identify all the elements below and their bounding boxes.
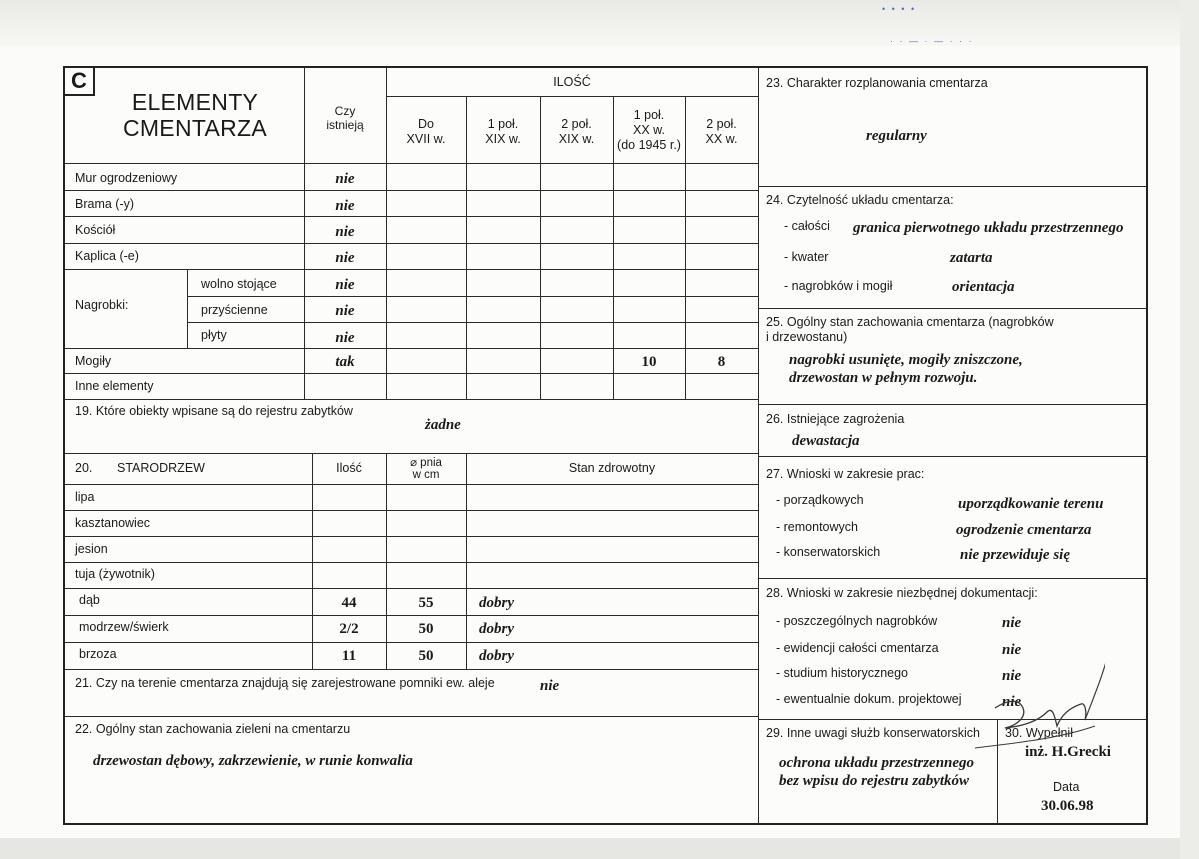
q27-label: 27. Wnioski w zakresie prac: — [766, 467, 925, 481]
header-period-2: 1 poł. XIX w. — [485, 117, 521, 146]
q20-col-pien: ⌀ pnia w cm — [410, 457, 442, 481]
header-period-5: 2 poł. XX w. — [705, 117, 738, 146]
q21-label: 21. Czy na terenie cmentarza znajdują się zarejestrowane pomniki ew. aleje — [75, 676, 495, 690]
q27-item-value: nie przewiduje się — [960, 547, 1071, 563]
q27-item-label: - porządkowych — [776, 493, 864, 507]
scan-edge-bottom — [0, 838, 1199, 859]
tree-count: 2/2 — [339, 621, 359, 637]
tree-state: dobry — [479, 595, 514, 611]
row-label-brama: Brama (-y) — [75, 197, 135, 211]
q28-item-label: - studium historycznego — [776, 666, 909, 680]
q24-item-label: - kwater — [784, 250, 829, 264]
tree-diameter: 55 — [418, 595, 434, 611]
header-period-3: 2 poł. XIX w. — [558, 117, 595, 146]
q20-number: 20. — [75, 461, 93, 475]
q19-value: żadne — [425, 417, 461, 433]
tree-diameter: 50 — [418, 621, 434, 637]
q21-value: nie — [540, 678, 560, 694]
q20-title: STARODRZEW — [117, 461, 205, 475]
q27-item-label: - konserwatorskich — [776, 545, 881, 559]
row-label-nagrobki: Nagrobki: — [75, 298, 129, 312]
row-label-kaplica: Kaplica (-e) — [75, 249, 139, 263]
q30-date: 30.06.98 — [1041, 798, 1094, 814]
tree-state: dobry — [479, 648, 514, 664]
value-kosciol: nie — [335, 224, 355, 240]
q24-item-value: zatarta — [950, 250, 993, 266]
value-kaplica: nie — [335, 250, 355, 266]
q20-col-stan: Stan zdrowotny — [568, 461, 656, 475]
scan-edge-top — [0, 0, 1199, 46]
handwritten-signature — [935, 648, 1105, 758]
q28-item-label: - poszczególnych nagrobków — [776, 614, 938, 628]
q28-item-value: nie — [1002, 694, 1022, 710]
header-ilosc: ILOŚĆ — [553, 75, 591, 89]
q28-item-value: nie — [1002, 642, 1022, 658]
q24-item-value: orientacja — [952, 279, 1015, 295]
q25-value: nagrobki usunięte, mogiły zniszczone, drzewostan w pełnym rozwoju. — [789, 352, 1023, 386]
q20-col-ilosc: Ilość — [336, 461, 362, 475]
q28-item-label: - ewidencji całości cmentarza — [776, 641, 939, 655]
tree-name: lipa — [75, 490, 95, 504]
row-label-mur: Mur ogrodzeniowy — [75, 171, 178, 185]
tree-count: 44 — [341, 595, 357, 611]
q27-item-value: uporządkowanie terenu — [958, 496, 1104, 512]
q19-label: 19. Które obiekty wpisane są do rejestru zabytków — [75, 404, 353, 418]
value-mur: nie — [335, 171, 355, 187]
value-przyscienne: nie — [335, 303, 355, 319]
q24-item-label: - całości — [784, 219, 830, 233]
q30-date-label: Data — [1053, 780, 1080, 794]
stamp-fragment: • • • • — [882, 4, 917, 14]
section-letter: C — [65, 68, 95, 96]
tree-name: jesion — [75, 542, 108, 556]
q24-label: 24. Czytelność układu cmentarza: — [766, 193, 954, 207]
value-mogily: tak — [335, 354, 355, 370]
tree-name: brzoza — [79, 647, 117, 661]
q23-label: 23. Charakter rozplanowania cmentarza — [766, 76, 988, 90]
header-period-4: 1 poł. XX w. (do 1945 r.) — [617, 108, 681, 152]
tree-name: dąb — [79, 593, 100, 607]
tree-name: kasztanowiec — [75, 516, 151, 530]
q27-item-label: - remontowych — [776, 520, 858, 534]
scan-edge-right — [1180, 0, 1199, 859]
tree-diameter: 50 — [418, 648, 434, 664]
q29-label: 29. Inne uwagi służb konserwatorskich — [766, 726, 981, 740]
q22-value: drzewostan dębowy, zakrzewienie, w runie konwalia — [93, 753, 413, 769]
tree-name: tuja (żywotnik) — [75, 567, 155, 581]
header-period-1: Do XVII w. — [406, 117, 446, 146]
row-label-kosciol: Kościół — [75, 223, 116, 237]
q28-item-value: nie — [1002, 668, 1022, 684]
row-label-inne: Inne elementy — [75, 379, 154, 393]
tree-count: 11 — [341, 648, 357, 664]
stamp-fragment: · · — · — · · · — [890, 36, 974, 46]
row-label-wolno-stojace: wolno stojące — [201, 277, 277, 291]
tree-state: dobry — [479, 621, 514, 637]
value-plyty: nie — [335, 330, 355, 346]
header-czy-istnieja: Czy istnieją — [326, 104, 364, 133]
q27-item-value: ogrodzenie cmentarza — [956, 522, 1092, 538]
q30-label: 30. Wypełnił — [1005, 726, 1073, 740]
q23-value: regularny — [866, 128, 927, 144]
value-brama: nie — [335, 198, 355, 214]
main-title: ELEMENTY CMENTARZA — [122, 89, 268, 141]
q22-label: 22. Ogólny stan zachowania zieleni na cmentarzu — [75, 722, 351, 736]
q29-value: ochrona układu przestrzennego bez wpisu do rejestru zabytków — [779, 755, 975, 789]
value-wolno-stojace: nie — [335, 277, 355, 293]
row-label-mogily: Mogiły — [75, 354, 112, 368]
q30-name: inż. H.Grecki — [1025, 744, 1111, 760]
row-label-plyty: płyty — [201, 328, 227, 342]
value-mogily-period-5: 8 — [717, 354, 726, 370]
q26-label: 26. Istniejące zagrożenia — [766, 412, 905, 426]
tree-name: modrzew/świerk — [79, 620, 169, 634]
q28-item-label: - ewentualnie dokum. projektowej — [776, 692, 962, 706]
row-label-przyscienne: przyścienne — [201, 303, 268, 317]
q24-item-value: granica pierwotnego układu przestrzennego — [853, 220, 1124, 236]
q24-item-label: - nagrobków i mogił — [784, 279, 893, 293]
q28-item-value: nie — [1002, 615, 1022, 631]
q25-label: 25. Ogólny stan zachowania cmentarza (nagrobków i drzewostanu) — [766, 315, 1054, 344]
value-mogily-period-4: 10 — [641, 354, 657, 370]
q26-value: dewastacja — [792, 433, 860, 449]
q28-label: 28. Wnioski w zakresie niezbędnej dokumentacji: — [766, 586, 1038, 600]
